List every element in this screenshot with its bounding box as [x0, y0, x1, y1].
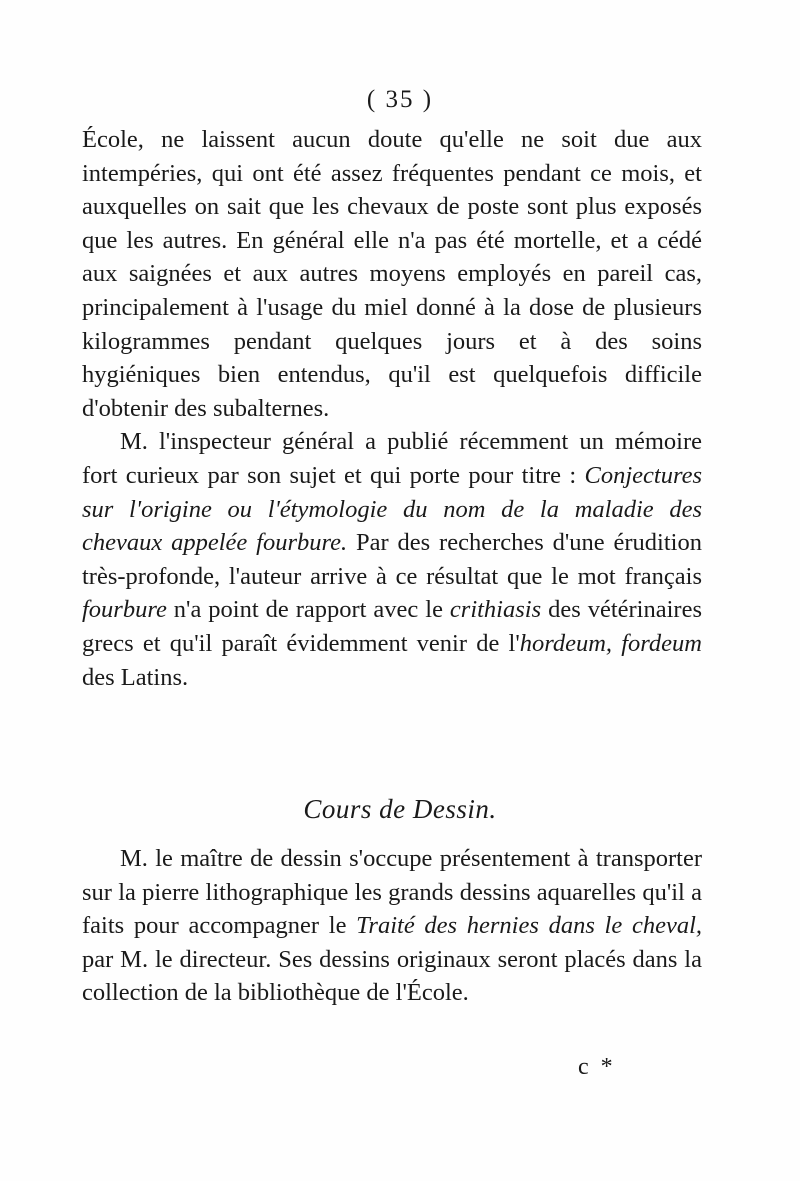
- paragraph-inspector-text-1: M. l'inspecteur général a publié récemment un mémoire fort curieux par son sujet et qui porte pour titre :: [82, 428, 702, 489]
- paragraph-drawing-text-2: par M. le directeur. Ses dessins originaux seront placés dans la collection de la bibliothèque de l'École.: [82, 945, 702, 1007]
- word-crithiasis: crithiasis: [449, 596, 542, 624]
- paragraph-inspector-text-2: Par des recherches d'une érudition très-profonde, l'auteur arrive à ce résultat que le mot français: [82, 529, 702, 590]
- word-fourbure: fourbure: [82, 596, 167, 624]
- signature-mark: c *: [578, 1054, 616, 1080]
- word-fordeum: fordeum: [621, 629, 702, 657]
- word-hordeum: hordeum,: [519, 629, 613, 657]
- paragraph-drawing-text-1: M. le maître de dessin s'occupe présentement à transporter sur la pierre lithographique les grands dessins aquarelles qu'il a faits pour accompagner le: [82, 845, 702, 940]
- paragraph-inspector-text-5: [612, 630, 621, 657]
- paragraph-inspector-text-4: des vétérinaires grecs et qu'il paraît évidemment venir de l': [82, 596, 702, 657]
- page-number: ( 35 ): [366, 86, 434, 113]
- memoir-title: Conjectures sur l'origine ou l'étymologie du nom de la maladie des chevaux appelée fourbure.: [82, 461, 702, 557]
- treatise-title: Traité des hernies dans le cheval,: [356, 912, 702, 940]
- paragraph-inspector-text-3: n'a point de rapport avec le: [166, 596, 450, 624]
- paragraph-continuation: École, ne laissent aucun doute qu'elle ne soit due aux intempéries, qui ont été assez fréquentes pendant ce mois, et auxquelles on sait que les chevaux de poste sont plus exposés que les autres. En général elle n'a pas été mortelle, et a cédé aux saignées et aux autres moyens employés en pareil cas, principalement à l'usage du miel donné à la dose de plusieurs kilogrammes pendant quelques jours et à des soins hygiéniques bien entendus, qu'il est quelquefois difficile d'obtenir des subalternes.: [82, 126, 702, 422]
- section-heading: Cours de Dessin.: [303, 794, 497, 824]
- drawing-course-text: [82, 842, 702, 1010]
- paragraph-inspector: [82, 425, 702, 694]
- main-text: [82, 123, 702, 694]
- paragraph-inspector-text-6: des Latins.: [82, 663, 189, 691]
- paragraph-drawing: [82, 842, 702, 1010]
